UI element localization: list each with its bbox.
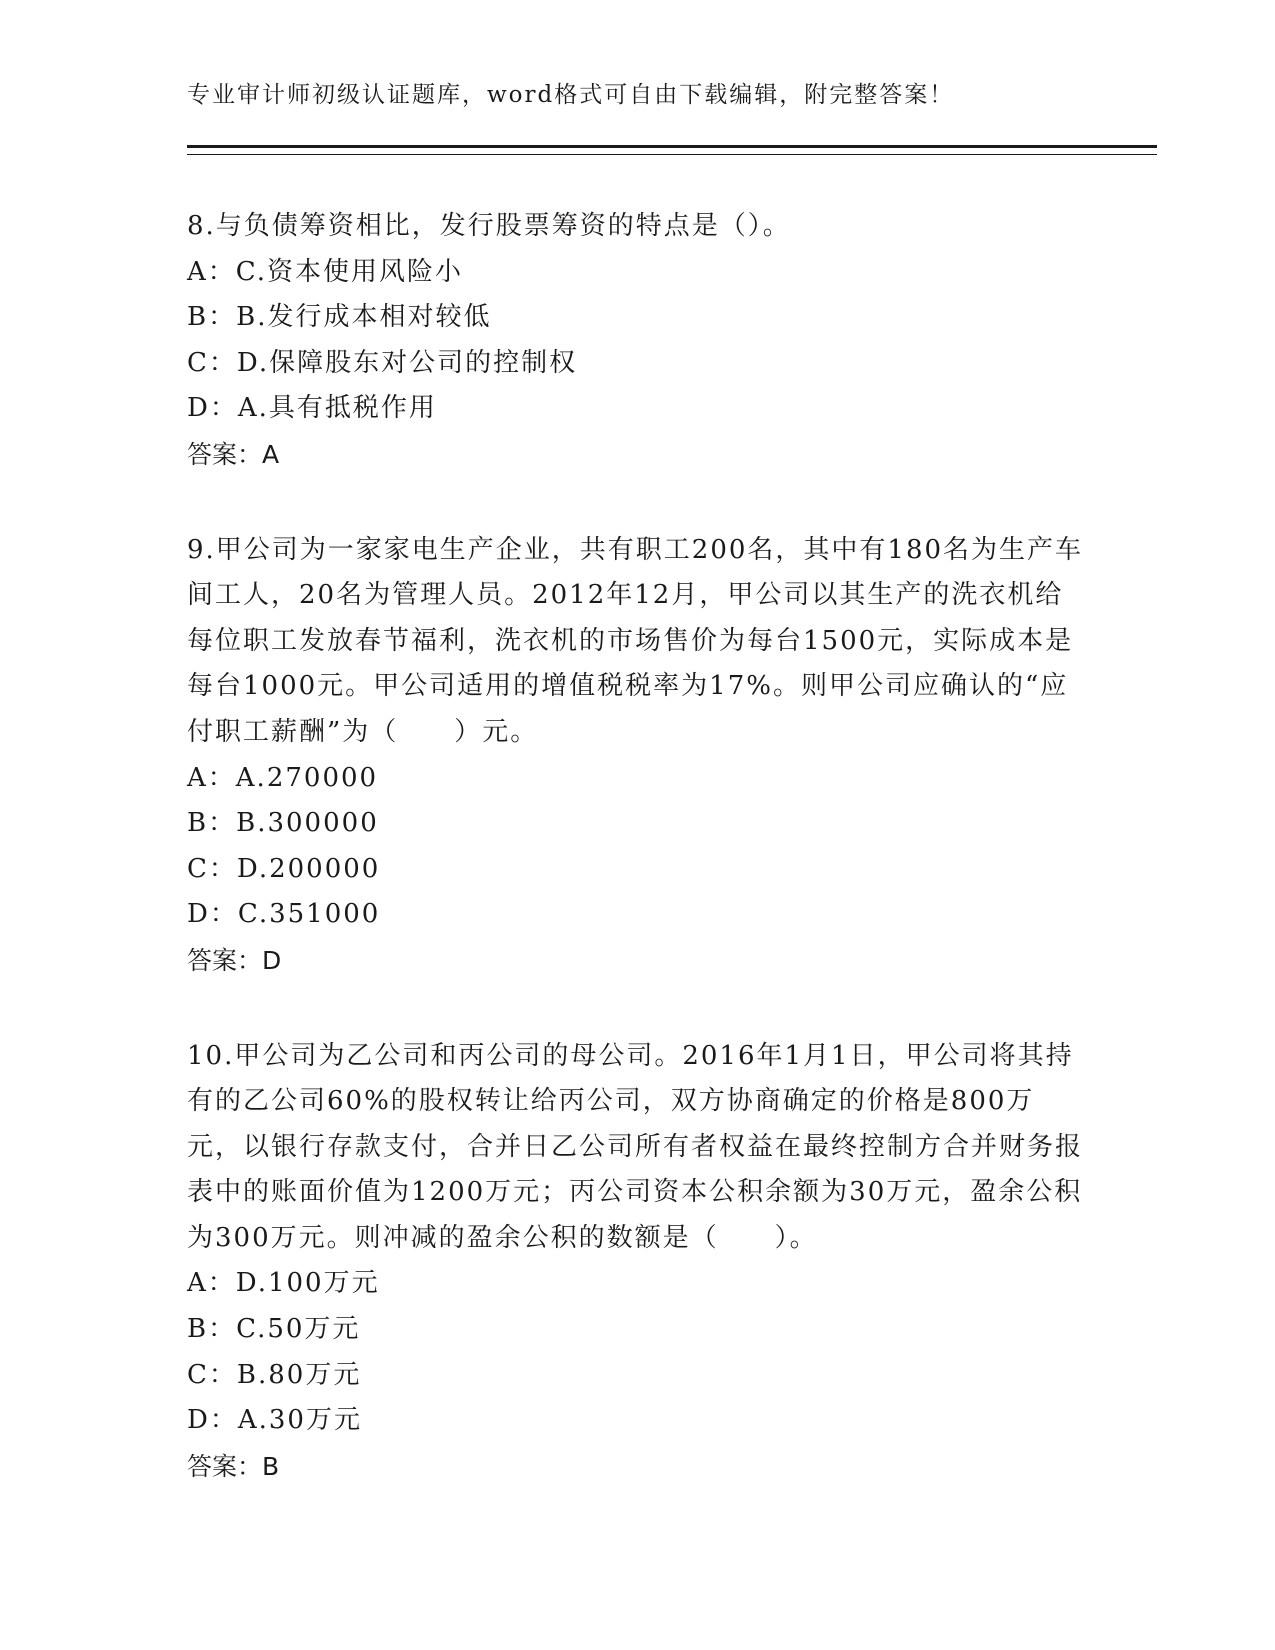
question-text: 8.与负债筹资相比，发行股票筹资的特点是（）。 bbox=[187, 211, 791, 241]
option-c: C：D.保障股东对公司的控制权 bbox=[187, 347, 578, 378]
question-8 bbox=[187, 204, 1087, 478]
question-9 bbox=[187, 528, 1087, 984]
header-divider bbox=[187, 145, 1157, 155]
option-b: B：C.50万元 bbox=[187, 1314, 361, 1345]
question-10 bbox=[187, 1034, 1087, 1490]
option-c: C：D.200000 bbox=[187, 853, 381, 884]
option-b: B：B.发行成本相对较低 bbox=[187, 302, 492, 333]
option-a: A：C.资本使用风险小 bbox=[187, 256, 464, 287]
answer-label: 答案：B bbox=[187, 1451, 280, 1481]
question-list bbox=[187, 204, 1087, 1539]
question-text: 9.甲公司为一家家电生产企业，共有职工200名，其中有180名为生产车间工人，20名为管理人员。2012年12月，甲公司以其生产的洗衣机给每位职工发放春节福利，洗衣机的市场售价为每台1500元，实际成本是每台1000元。甲公司适用的增值税税率为17%。则甲公司应确认的“应付职工薪酬”为（ ）元。 bbox=[187, 534, 1084, 747]
question-text: 10.甲公司为乙公司和丙公司的母公司。2016年1月1日，甲公司将其持有的乙公司60%的股权转让给丙公司，双方协商确定的价格是800万元，以银行存款支付，合并日乙公司所有者权益在最终控制方合并财务报表中的账面价值为1200万元；丙公司资本公积余额为30万元，盈余公积为300万元。则冲减的盈余公积的数额是（ ）。 bbox=[187, 1040, 1084, 1253]
option-a: A：A.270000 bbox=[187, 762, 379, 793]
page-header: 专业审计师初级认证题库，word格式可自由下载编辑，附完整答案！ bbox=[187, 82, 955, 108]
option-d: D：C.351000 bbox=[187, 899, 381, 930]
option-c: C：B.80万元 bbox=[187, 1359, 362, 1390]
option-b: B：B.300000 bbox=[187, 808, 379, 839]
answer-label: 答案：A bbox=[187, 439, 280, 469]
answer-label: 答案：D bbox=[187, 945, 282, 975]
option-d: D：A.30万元 bbox=[187, 1405, 362, 1436]
option-d: D：A.具有抵税作用 bbox=[187, 393, 437, 424]
option-a: A：D.100万元 bbox=[187, 1268, 380, 1299]
